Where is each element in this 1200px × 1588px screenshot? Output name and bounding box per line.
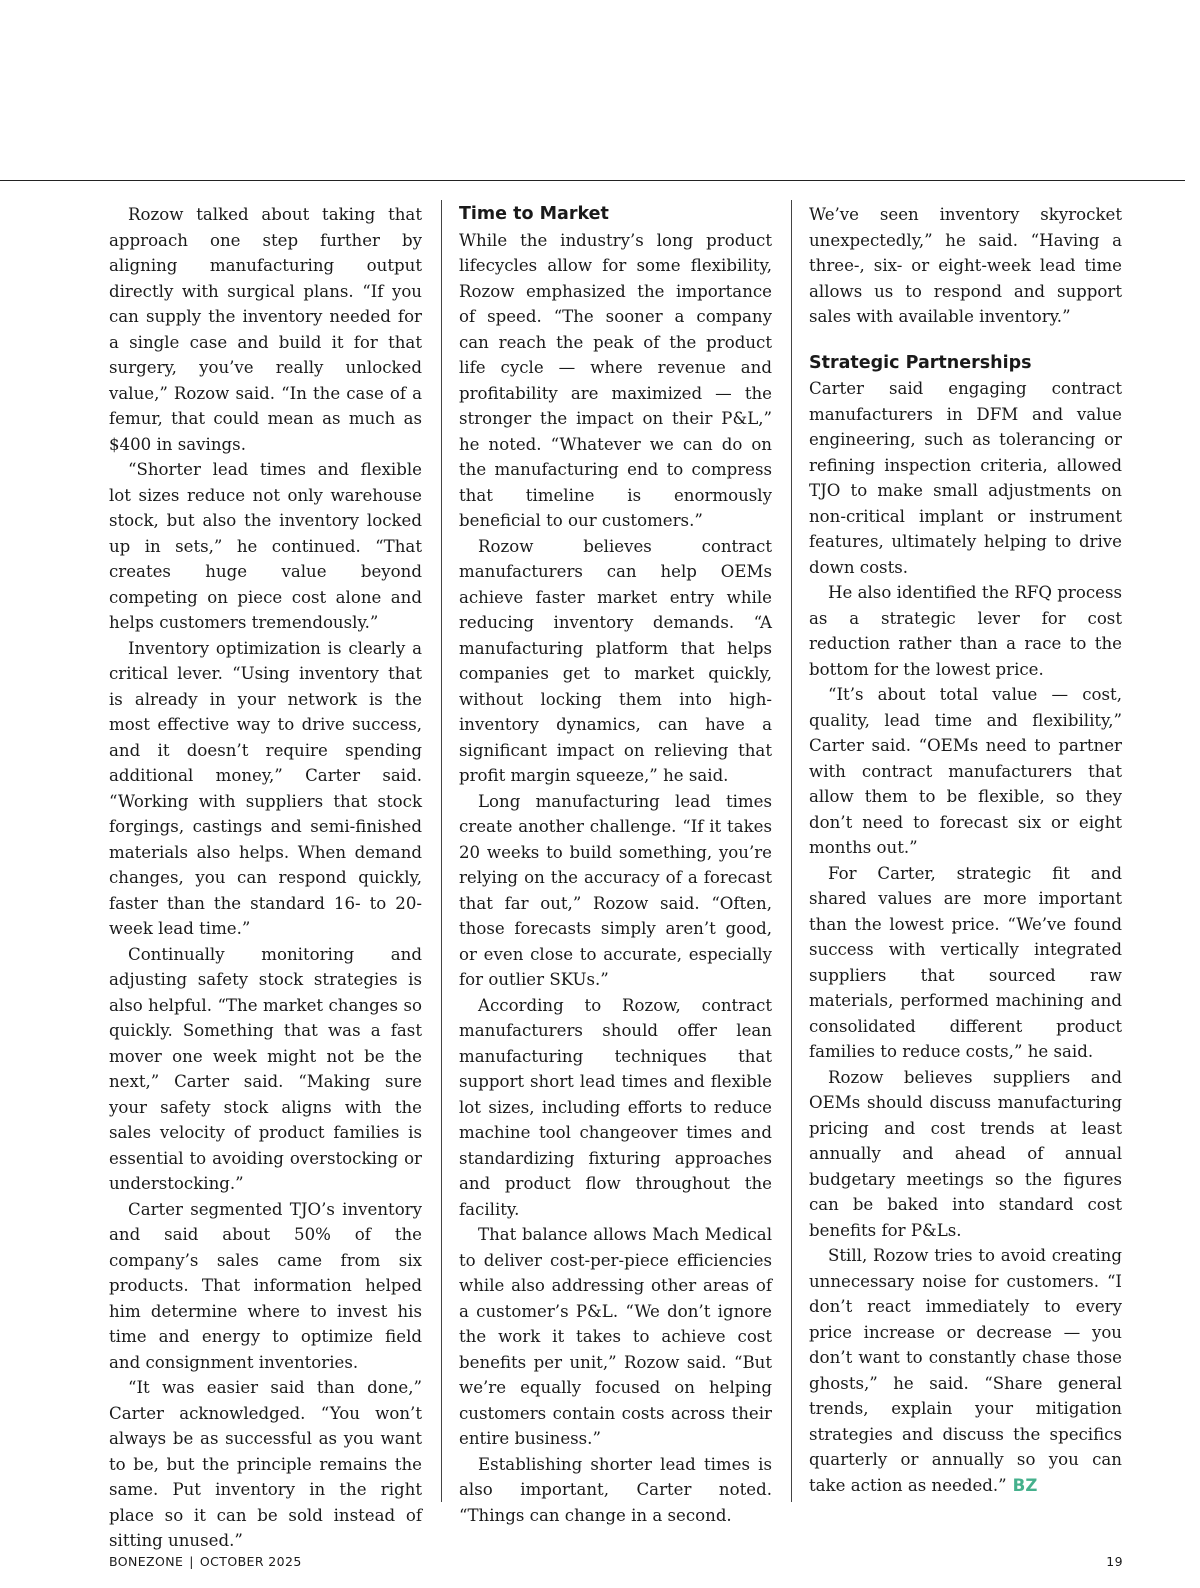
paragraph: “It’s about total value — cost, quality, lead time and flexibility,” Carter said. “OEMs need to partner with contract manufacturers that allow them to be flexible, so they don’t need to forecast six or eight months out.”	[809, 685, 1122, 857]
paragraph: According to Rozow, contract manufacturers should offer lean manufacturing techniques that support short lead times and flexible lot sizes, including efforts to reduce machine tool changeover times and standardizing fixturing approaches and product flow throughout the facility.	[459, 995, 772, 1219]
column-1	[109, 202, 422, 1554]
paragraph: Rozow believes suppliers and OEMs should discuss manufacturing pricing and cost trends at least annually and ahead of annual budgetary meetings so the figures can be baked into standard cost benefits for P&Ls.	[809, 1067, 1122, 1240]
header-rule	[0, 180, 1185, 181]
paragraph: Inventory optimization is clearly a critical lever. “Using inventory that is already in your network is the most effective way to drive success, and it doesn’t require spending additional money,” Carter said. “Working with suppliers that stock forgings, castings and semi-finished materials also helps. When demand changes, you can respond quickly, faster than the standard 16- to 20-week lead time.”	[109, 638, 422, 938]
paragraph: Carter segmented TJO’s inventory and said about 50% of the company’s sales came from six products. That information helped him determine where to invest his time and energy to optimize field and consignment inventories.	[109, 1199, 422, 1372]
issue-date: OCTOBER 2025	[199, 1554, 302, 1569]
column-divider	[441, 200, 442, 1502]
end-mark: BZ	[1012, 1475, 1038, 1495]
paragraph: Rozow believes contract manufacturers can help OEMs achieve faster market entry while reducing inventory demands. “A manufacturing platform that helps companies get to market quickly, without locking them into high-inventory dynamics, can have a significant impact on relieving that profit margin squeeze,” he said.	[459, 536, 772, 785]
paragraph: “Shorter lead times and flexible lot sizes reduce not only warehouse stock, but also the inventory locked up in sets,” he continued. “That creates huge value beyond competing on piece cost alone and helps customers tremendously.”	[109, 460, 422, 632]
footer-publication-info	[109, 1554, 302, 1569]
paragraph: “It was easier said than done,” Carter acknowledged. “You won’t always be as successful as you want to be, but the principle remains the same. Put inventory in the right place so it can be sold instead of sitting unused.”	[109, 1378, 422, 1550]
column-divider	[791, 200, 792, 1502]
paragraph: He also identified the RFQ process as a strategic lever for cost reduction rather than a race to the bottom for the lowest price.	[809, 583, 1122, 679]
paragraph: Carter said engaging contract manufacturers in DFM and value engineering, such as tolerancing or refining inspection criteria, allowed TJO to make small adjustments on non-critical implant or instrument features, ultimately helping to drive down costs.	[809, 379, 1122, 577]
paragraph: Rozow talked about taking that approach one step further by aligning manufacturing output directly with surgical plans. “If you can supply the inventory needed for a single case and build it for that surgery, you’ve really unlocked value,” Rozow said. “In the case of a femur, that could mean as much as $400 in savings.	[109, 205, 422, 454]
column-2	[459, 202, 772, 1528]
paragraph: Long manufacturing lead times create another challenge. “If it takes 20 weeks to build something, you’re relying on the accuracy of a forecast that far out,” Rozow said. “Often, those forecasts simply aren’t good, or even close to accurate, especially for outlier SKUs.”	[459, 791, 772, 989]
paragraph-text: Still, Rozow tries to avoid creating unnecessary noise for customers. “I don’t react immediately to every price increase or decrease — you don’t want to constantly chase those ghosts,” he said. “Share general trends, explain your mitigation strategies and discuss the specifics quarterly or annually so you can take action as needed.”	[809, 1246, 1122, 1495]
paragraph: That balance allows Mach Medical to deliver cost-per-piece efficiencies while also addressing other areas of a customer’s P&L. “We don’t ignore the work it takes to achieve cost benefits per unit,” Rozow said. “But we’re equally focused on helping customers contain costs across their entire business.”	[459, 1225, 772, 1448]
paragraph: While the industry’s long product lifecycles allow for some flexibility, Rozow emphasized the importance of speed. “The sooner a company can reach the peak of the product life cycle — where revenue and profitability are maximized — the stronger the impact on their P&L,” he noted. “Whatever we can do on the manufacturing end to compress that timeline is enormously beneficial to our customers.”	[459, 230, 772, 530]
section-heading-time-to-market: Time to Market	[459, 204, 609, 224]
page-number: 19	[1106, 1554, 1123, 1569]
publication-name: BONEZONE	[109, 1554, 184, 1569]
footer-separator: |	[189, 1554, 194, 1569]
paragraph	[809, 1243, 1122, 1498]
paragraph: We’ve seen inventory skyrocket unexpectedly,” he said. “Having a three-, six- or eight-week lead time allows us to respond and support sales with available inventory.”	[809, 205, 1122, 326]
column-3	[809, 202, 1122, 1498]
paragraph: Establishing shorter lead times is also important, Carter noted. “Things can change in a second.	[459, 1454, 772, 1525]
paragraph: For Carter, strategic fit and shared values are more important than the lowest price. “We’ve found success with vertically integrated suppliers that sourced raw materials, performed machining and consolidated different product families to reduce costs,” he said.	[809, 863, 1122, 1061]
paragraph: Continually monitoring and adjusting safety stock strategies is also helpful. “The market changes so quickly. Something that was a fast mover one week might not be the next,” Carter said. “Making sure your safety stock aligns with the sales velocity of product families is essential to avoiding overstocking or understocking.”	[109, 944, 422, 1193]
section-heading-strategic-partnerships: Strategic Partnerships	[809, 352, 1032, 373]
